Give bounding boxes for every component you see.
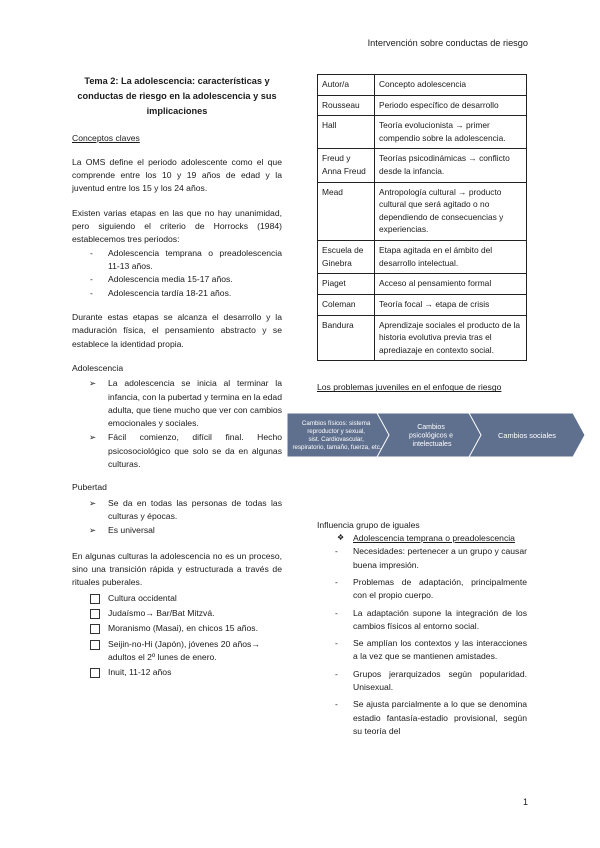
checkbox-icon bbox=[90, 668, 100, 678]
list-item: ➢ Fácil comienzo, difícil final. Hecho psicosociológico que solo se da en algunas culturas. bbox=[89, 432, 282, 470]
influencia-sub bbox=[317, 532, 527, 545]
influencia-list bbox=[317, 545, 527, 738]
pubertad-heading: Pubertad bbox=[72, 482, 107, 493]
arrow-bullet-icon: ➢ bbox=[89, 525, 97, 536]
concept-cell: Teoría focal → etapa de crisis bbox=[375, 294, 527, 315]
table-row bbox=[318, 182, 527, 240]
author-cell: Mead bbox=[318, 182, 375, 240]
chevron-psych-label: Cambios psicológicos e intelectuales bbox=[409, 423, 454, 448]
author-cell: Hall bbox=[318, 116, 375, 149]
checkbox-icon bbox=[90, 640, 100, 650]
list-item: - Necesidades: pertenecer a un grupo y causar buena impresión. bbox=[317, 545, 527, 572]
list-item: - Adolescencia tardía 18-21 años. bbox=[72, 287, 282, 300]
table-row bbox=[318, 294, 527, 315]
table-header-row bbox=[318, 75, 527, 96]
list-item: - Se amplían los contextos y las interacciones a la vez que se mantienen amistades. bbox=[317, 637, 527, 664]
oms-paragraph: La OMS define el periodo adolescente como el que comprende entre los 10 y 19 años de edad y la juventud entre los 15 y los 24 años. bbox=[72, 156, 282, 194]
etapas-paragraph: Existen varias etapas en las que no hay unanimidad, pero siguiendo el criterio de Horrocks (1984) establecemos tres periodos: bbox=[72, 207, 282, 245]
rituales-paragraph: En algunas culturas la adolescencia no es un proceso, sino una transición rápida y estructurada a través de rituales puberales. bbox=[72, 550, 282, 588]
table-row bbox=[318, 315, 527, 361]
problemas-heading: Los problemas juveniles en el enfoque de riesgo bbox=[317, 382, 502, 393]
checkbox-icon bbox=[90, 609, 100, 619]
list-item: - Adolescencia media 15-17 años. bbox=[72, 273, 282, 286]
author-cell: Bandura bbox=[318, 315, 375, 361]
list-item: - Grupos jerarquizados según popularidad. Unisexual. bbox=[317, 668, 527, 695]
left-column bbox=[72, 74, 282, 681]
influencia-heading: Influencia grupo de iguales bbox=[317, 519, 420, 530]
right-column bbox=[292, 74, 556, 742]
list-item: Cultura occidental bbox=[72, 592, 282, 605]
list-item: - La adaptación supone la integración de los cambios físicos al entorno social. bbox=[317, 607, 527, 634]
list-item: - Adolescencia temprana o preadolescencia 11-13 años. bbox=[72, 247, 282, 274]
chevron-diagram-svg bbox=[287, 409, 587, 461]
list-item: ➢ Es universal bbox=[72, 524, 282, 537]
chevron-physical-label: Cambios físicos: sistema reproductor y sexual, sist. Cardiovascular, respiratorio, tamaño, fuerza, etc. bbox=[292, 419, 382, 451]
list-item: Inuit, 11-12 años bbox=[72, 666, 282, 679]
author-cell: Freud y Anna Freud bbox=[318, 149, 375, 182]
authors-table bbox=[317, 74, 527, 361]
concept-cell: Teoría evolucionista → primer compendio sobre la adolescencia. bbox=[375, 116, 527, 149]
chevron-social-label: Cambios sociales bbox=[498, 430, 556, 440]
list-item: Moranismo (Masai), en chicos 15 años. bbox=[72, 622, 282, 635]
concept-cell: Teorías psicodinámicas → conflicto desde la infancia. bbox=[375, 149, 527, 182]
checkbox-icon bbox=[90, 624, 100, 634]
table-row bbox=[318, 116, 527, 149]
table-row bbox=[318, 274, 527, 295]
checkbox-icon bbox=[90, 594, 100, 604]
rituales-list bbox=[72, 592, 282, 680]
list-item: Judaísmo→ Bar/Bat Mitzvá. bbox=[72, 607, 282, 620]
changes-chevron-diagram bbox=[287, 409, 556, 461]
table-row bbox=[318, 241, 527, 274]
adolescencia-list bbox=[72, 377, 282, 471]
page-header: Intervención sobre conductas de riesgo bbox=[367, 38, 528, 48]
list-item: ➢ Se da en todas las personas de todas las culturas y épocas. bbox=[89, 497, 282, 522]
author-cell: Piaget bbox=[318, 274, 375, 295]
list-item: - Problemas de adaptación, principalmente con el propio cuerpo. bbox=[317, 576, 527, 603]
concept-cell: Acceso al pensamiento formal bbox=[375, 274, 527, 295]
arrow-bullet-icon: ➢ bbox=[89, 497, 97, 508]
diamond-bullet-icon: ❖ bbox=[337, 532, 345, 542]
list-item: Seijin-no-Hi (Japón), jóvenes 20 años→ adultos el 2º lunes de enero. bbox=[72, 638, 282, 665]
adolescencia-heading: Adolescencia bbox=[72, 362, 124, 373]
arrow-bullet-icon: ➢ bbox=[89, 378, 97, 389]
table-row bbox=[318, 149, 527, 182]
periods-list bbox=[72, 247, 282, 300]
author-cell: Escuela de Ginebra bbox=[318, 241, 375, 274]
concept-cell: Etapa agitada en el ámbito del desarrollo intelectual. bbox=[375, 241, 527, 274]
author-cell: Coleman bbox=[318, 294, 375, 315]
table-row bbox=[318, 95, 527, 116]
list-item: ❖ Adolescencia temprana o preadolescencia bbox=[337, 532, 515, 543]
desarrollo-paragraph: Durante estas etapas se alcanza el desarrollo y la maduración física, el pensamiento abstracto y se establece la identidad propia. bbox=[72, 311, 282, 349]
author-cell: Rousseau bbox=[318, 95, 375, 116]
conceptos-heading: Conceptos claves bbox=[72, 132, 140, 143]
arrow-bullet-icon: ➢ bbox=[89, 432, 97, 443]
document-title: Tema 2: La adolescencia: características y conductas de riesgo en la adolescencia y sus implicaciones bbox=[77, 76, 277, 117]
concept-cell: Antropología cultural → producto cultural que será agitado o no dependiendo de consecuencias y experiencias. bbox=[375, 182, 527, 240]
list-item: ➢ La adolescencia se inicia al terminar la infancia, con la pubertad y termina en la edad adulta, que tiene mucho que ver con cambios emocionales y sociales. bbox=[89, 378, 282, 429]
table-header-cell: Autor/a bbox=[318, 75, 375, 96]
concept-cell: Periodo específico de desarrollo bbox=[375, 95, 527, 116]
list-item: - Se ajusta parcialmente a lo que se denomina estadio fantasía-estadio provisional, según su teoría del bbox=[317, 698, 527, 738]
page-number: 1 bbox=[522, 797, 528, 808]
table-header-cell: Concepto adolescencia bbox=[375, 75, 527, 96]
concept-cell: Aprendizaje sociales el producto de la historia evolutiva previa tras el aprediazaje en contexto social. bbox=[375, 315, 527, 361]
pubertad-list bbox=[72, 497, 282, 538]
